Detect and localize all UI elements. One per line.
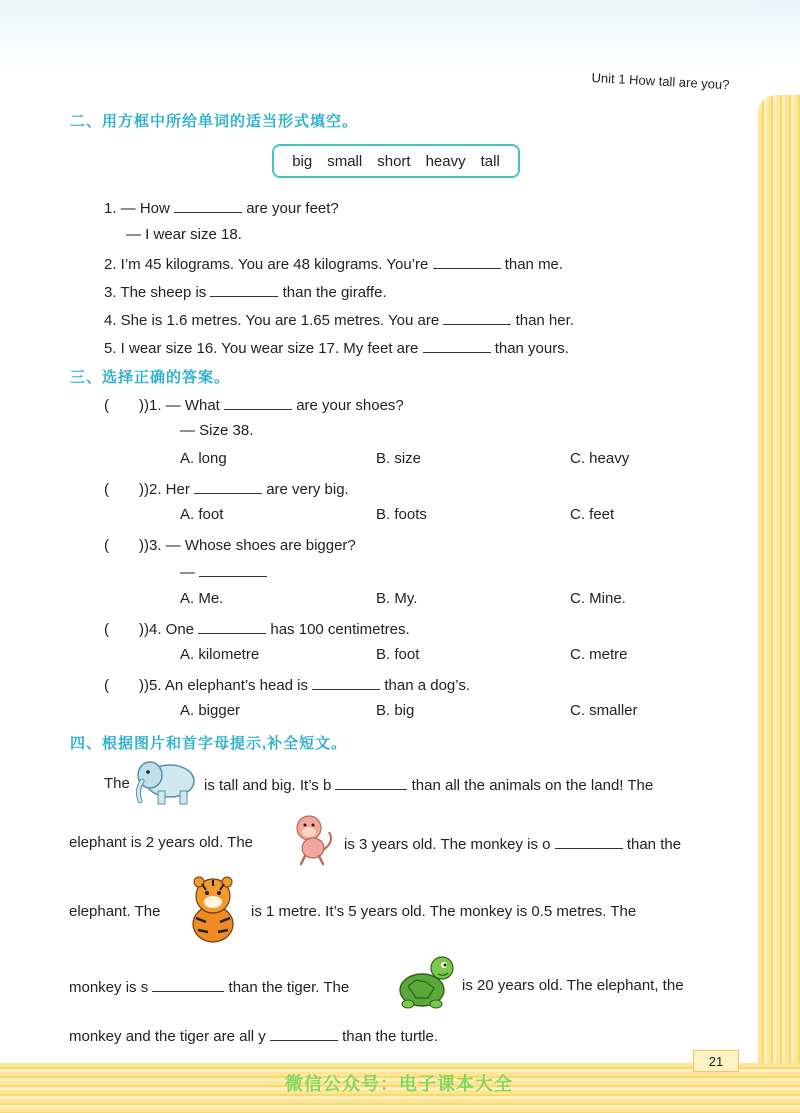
q1-text: )1. — What xyxy=(144,397,220,414)
q3-paren[interactable]: ( ) xyxy=(104,537,144,554)
q4-option-c[interactable]: C. metre xyxy=(570,646,628,663)
para-line-1 xyxy=(204,775,653,794)
q2-paren[interactable]: ( ) xyxy=(104,481,144,498)
s2-item-1-answer: — I wear size 18. xyxy=(126,226,242,243)
q2-end: are very big. xyxy=(266,481,349,498)
s2-item-5-end: than yours. xyxy=(494,340,569,357)
q1-answer: — Size 38. xyxy=(180,422,254,439)
tiger-icon xyxy=(182,874,244,946)
q3-answer-line xyxy=(180,562,267,581)
section3-title: 三、选择正确的答案。 xyxy=(70,369,231,386)
para-line-2a: elephant is 2 years old. The xyxy=(69,834,254,851)
para-line-3: is 1 metre. It’s 5 years old. The monkey is 0.5 metres. The xyxy=(251,903,637,920)
q4-paren[interactable]: ( ) xyxy=(104,621,144,638)
section2-title: 二、用方框中所给单词的适当形式填空。 xyxy=(70,113,359,130)
s2-item-4-text: 4. She is 1.6 metres. You are 1.65 metres. You are xyxy=(104,312,440,329)
q4-option-b[interactable]: B. foot xyxy=(376,646,420,663)
para-2-end: than the xyxy=(626,836,682,853)
para-blank-o[interactable] xyxy=(555,834,623,849)
q1-option-b[interactable]: B. size xyxy=(376,450,422,467)
q4-end: has 100 centimetres. xyxy=(270,621,410,638)
q1-end: are your shoes? xyxy=(296,397,404,414)
q4-blank[interactable] xyxy=(198,619,266,634)
q3-option-c[interactable]: C. Mine. xyxy=(570,590,626,607)
word-1: big xyxy=(292,152,313,170)
word-box xyxy=(272,144,520,178)
s2-item-5 xyxy=(104,338,569,357)
para-4-mid: than the tiger. The xyxy=(228,979,350,996)
s3-q1 xyxy=(104,394,404,415)
q1-blank[interactable] xyxy=(224,395,292,410)
para-line-4 xyxy=(69,977,349,996)
elephant-icon xyxy=(134,755,200,807)
s3-q3 xyxy=(104,534,356,555)
q5-option-b[interactable]: B. big xyxy=(376,702,415,719)
q2-option-c[interactable]: C. feet xyxy=(570,506,615,523)
para-line-4-end: is 20 years old. The elephant, the xyxy=(462,977,684,994)
word-2: small xyxy=(327,152,363,170)
q4-text: )4. One xyxy=(144,621,195,638)
para-1-end: than all the animals on the land! The xyxy=(411,777,654,794)
q3-text: )3. — Whose shoes are bigger? xyxy=(144,537,356,554)
q1-option-c[interactable]: C. heavy xyxy=(570,450,630,467)
q5-text: )5. An elephant’s head is xyxy=(144,677,309,694)
s2-blank-1[interactable] xyxy=(174,198,242,213)
q2-option-b[interactable]: B. foots xyxy=(376,506,427,523)
s2-item-1 xyxy=(104,198,339,217)
s2-blank-4[interactable] xyxy=(443,310,511,325)
unit-title: Unit 1 How tall are you? xyxy=(591,70,730,93)
s3-q5 xyxy=(104,674,470,695)
monkey-icon xyxy=(283,812,339,866)
s2-item-2-end: than me. xyxy=(504,256,564,273)
q3-option-b[interactable]: B. My. xyxy=(376,590,418,607)
para-5-text: monkey and the tiger are all y xyxy=(69,1028,266,1045)
s3-q2 xyxy=(104,478,349,499)
word-5: tall xyxy=(480,152,500,170)
s2-item-1-text: 1. — How xyxy=(104,200,170,217)
s2-item-4-end: than her. xyxy=(515,312,574,329)
s2-blank-3[interactable] xyxy=(210,282,278,297)
q3-option-a[interactable]: A. Me. xyxy=(180,590,224,607)
q2-text: )2. Her xyxy=(144,481,190,498)
q5-option-a[interactable]: A. bigger xyxy=(180,702,241,719)
para-line-2 xyxy=(344,834,681,853)
para-blank-s[interactable] xyxy=(152,977,224,992)
s3-q4 xyxy=(104,618,410,639)
page-number: 21 xyxy=(693,1050,739,1072)
q2-blank[interactable] xyxy=(194,479,262,494)
s2-item-2 xyxy=(104,254,563,273)
para-blank-y[interactable] xyxy=(270,1026,338,1041)
s2-blank-2[interactable] xyxy=(433,254,501,269)
para-line-5 xyxy=(69,1026,438,1045)
q3-blank[interactable] xyxy=(199,562,267,577)
word-3: short xyxy=(377,152,411,170)
q4-option-a[interactable]: A. kilometre xyxy=(180,646,260,663)
para-line-1a: The xyxy=(104,775,130,792)
q1-option-a[interactable]: A. long xyxy=(180,450,227,467)
q5-end: than a dog’s. xyxy=(384,677,470,694)
q5-paren[interactable]: ( ) xyxy=(104,677,144,694)
s2-item-4 xyxy=(104,310,574,329)
s2-item-2-text: 2. I’m 45 kilograms. You are 48 kilograms. You’re xyxy=(104,256,429,273)
para-5-end: than the turtle. xyxy=(342,1028,439,1045)
q5-option-c[interactable]: C. smaller xyxy=(570,702,638,719)
para-1-text: is tall and big. It’s b xyxy=(204,777,332,794)
section4-title: 四、根据图片和首字母提示,补全短文。 xyxy=(70,735,348,752)
q1-paren[interactable]: ( ) xyxy=(104,397,144,414)
s2-blank-5[interactable] xyxy=(423,338,491,353)
para-4-text: monkey is s xyxy=(69,979,149,996)
s2-item-1-end: are your feet? xyxy=(246,200,339,217)
watermark-text: 微信公众号：电子课本大全 xyxy=(285,1074,513,1094)
s2-item-5-text: 5. I wear size 16. You wear size 17. My feet are xyxy=(104,340,419,357)
s2-item-3-end: than the giraffe. xyxy=(282,284,387,301)
para-blank-b[interactable] xyxy=(335,775,407,790)
q3-dash: — xyxy=(180,564,195,581)
q5-blank[interactable] xyxy=(312,675,380,690)
para-line-3a: elephant. The xyxy=(69,903,161,920)
para-2-text: is 3 years old. The monkey is o xyxy=(344,836,551,853)
book-edge-right xyxy=(758,95,800,1113)
word-4: heavy xyxy=(425,152,466,170)
q2-option-a[interactable]: A. foot xyxy=(180,506,224,523)
s2-item-3-text: 3. The sheep is xyxy=(104,284,207,301)
turtle-icon xyxy=(394,952,458,1014)
s2-item-3 xyxy=(104,282,387,301)
